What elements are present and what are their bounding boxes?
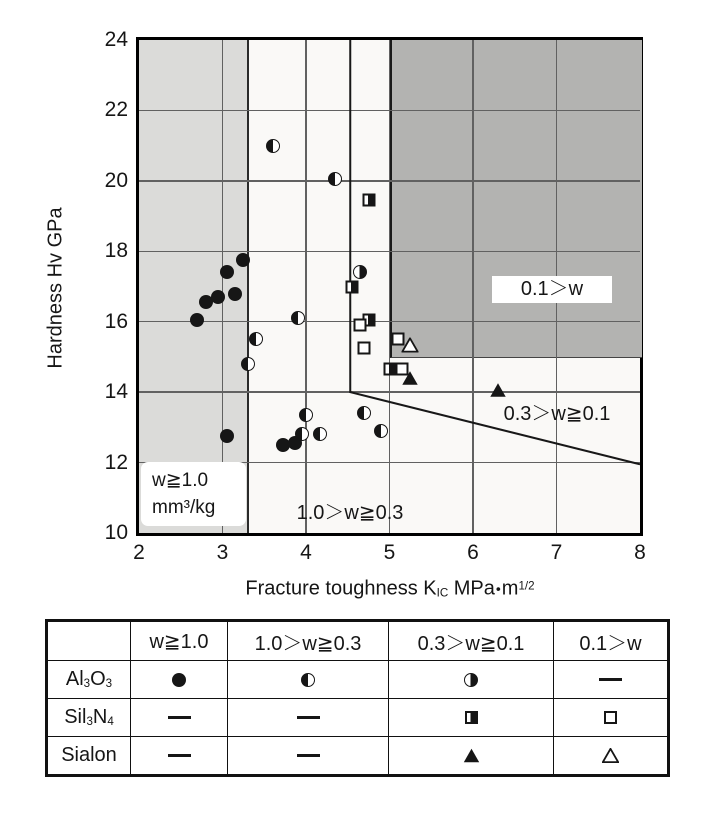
legend-header-4: 0.1＞w <box>554 621 669 661</box>
legend-cell <box>389 699 554 737</box>
symbol-triangle-open <box>602 748 619 763</box>
symbol-triangle-filled <box>463 748 480 763</box>
x-tick-label: 7 <box>550 541 563 564</box>
data-point-square-open <box>358 342 371 355</box>
data-point-circle-half-left <box>313 427 327 441</box>
legend-cell <box>554 661 669 699</box>
data-point-circle-half-left <box>299 408 313 422</box>
data-point-square-half-right <box>362 194 375 207</box>
data-point-triangle-filled <box>490 383 507 398</box>
data-point-circle-half-left <box>374 424 388 438</box>
region-label-line2: mm³/kg <box>152 497 216 518</box>
legend-cell <box>228 699 389 737</box>
data-point-circle-filled <box>236 253 250 267</box>
region-label-w-ge-1.0 <box>141 462 246 526</box>
x-tick-label: 3 <box>216 541 229 564</box>
data-point-circle-half-left <box>266 139 280 153</box>
legend-cell <box>228 737 389 776</box>
legend-cell <box>131 699 228 737</box>
symbol-circle-half-right <box>464 673 478 687</box>
y-tick-label: 18 <box>104 239 128 263</box>
y-tick-label: 16 <box>104 309 128 333</box>
plot-area <box>136 37 643 536</box>
legend-cell <box>228 661 389 699</box>
y-tick-label: 22 <box>104 98 128 122</box>
legend-material-label: Al3O3 <box>47 661 131 699</box>
x-axis-title: Fracture toughness KIC $MPa•m^{1/2}$ <box>245 577 535 600</box>
legend-header-empty <box>47 621 131 661</box>
symbol-square-half-right <box>465 711 478 724</box>
y-tick-label: 12 <box>104 450 128 474</box>
data-point-circle-half-left <box>291 311 305 325</box>
data-point-square-half-right <box>345 280 358 293</box>
y-axis-title: Hardness Hv GPa <box>44 207 67 369</box>
symbol-dash <box>297 716 320 719</box>
symbol-dash <box>297 754 320 757</box>
y-tick-label: 24 <box>104 28 128 51</box>
data-point-circle-filled <box>211 290 225 304</box>
data-point-circle-half-left <box>328 172 342 186</box>
data-point-circle-half-right <box>353 265 367 279</box>
x-tick-label: 5 <box>383 541 396 564</box>
data-point-circle-filled <box>220 265 234 279</box>
legend-cell <box>554 737 669 776</box>
x-tick-label: 4 <box>300 541 312 564</box>
legend-header-1: w≧1.0 <box>131 621 228 661</box>
legend-material-label: Sialon <box>47 737 131 776</box>
x-tick-label: 2 <box>133 541 145 564</box>
y-tick-label: 20 <box>104 168 128 192</box>
data-point-circle-half-left <box>241 357 255 371</box>
symbol-circle-half-left <box>301 673 315 687</box>
legend-table <box>45 619 670 777</box>
data-point-triangle-filled <box>402 371 419 386</box>
legend-table-body <box>47 661 669 776</box>
x-tick-label: 8 <box>634 541 646 564</box>
region-label-line1: w≧1.0 <box>152 470 209 491</box>
legend-header-2: 1.0＞w≧0.3 <box>228 621 389 661</box>
legend-cell <box>389 737 554 776</box>
legend-header-3: 0.3＞w≧0.1 <box>389 621 554 661</box>
symbol-dash <box>168 754 191 757</box>
legend-cell <box>131 661 228 699</box>
data-point-circle-filled <box>220 429 234 443</box>
data-point-square-half-right <box>383 363 396 376</box>
y-tick-label: 14 <box>104 380 128 404</box>
symbol-square-open <box>604 711 617 724</box>
data-point-square-open <box>354 319 367 332</box>
data-point-circle-half-left <box>357 406 371 420</box>
region-label-0.3-w-0.1: 0.3＞w≧0.1 <box>503 403 611 425</box>
data-point-circle-filled <box>190 313 204 327</box>
data-point-circle-filled <box>228 287 242 301</box>
symbol-circle-filled <box>172 673 186 687</box>
legend-cell <box>554 699 669 737</box>
legend-cell <box>389 661 554 699</box>
legend-table-header <box>47 621 669 661</box>
y-tick-label: 10 <box>104 521 128 544</box>
legend-material-label: Sil3N4 <box>47 699 131 737</box>
legend-cell <box>131 737 228 776</box>
data-point-triangle-open <box>402 337 419 352</box>
data-point-circle-half-left <box>295 427 309 441</box>
symbol-dash <box>168 716 191 719</box>
x-tick-label: 6 <box>467 541 479 564</box>
region-label-0.1-w: 0.1＞w <box>492 276 612 303</box>
data-point-circle-half-left <box>249 332 263 346</box>
region-label-1.0-w-0.3: 1.0＞w≧0.3 <box>296 502 404 524</box>
symbol-dash <box>599 678 622 681</box>
